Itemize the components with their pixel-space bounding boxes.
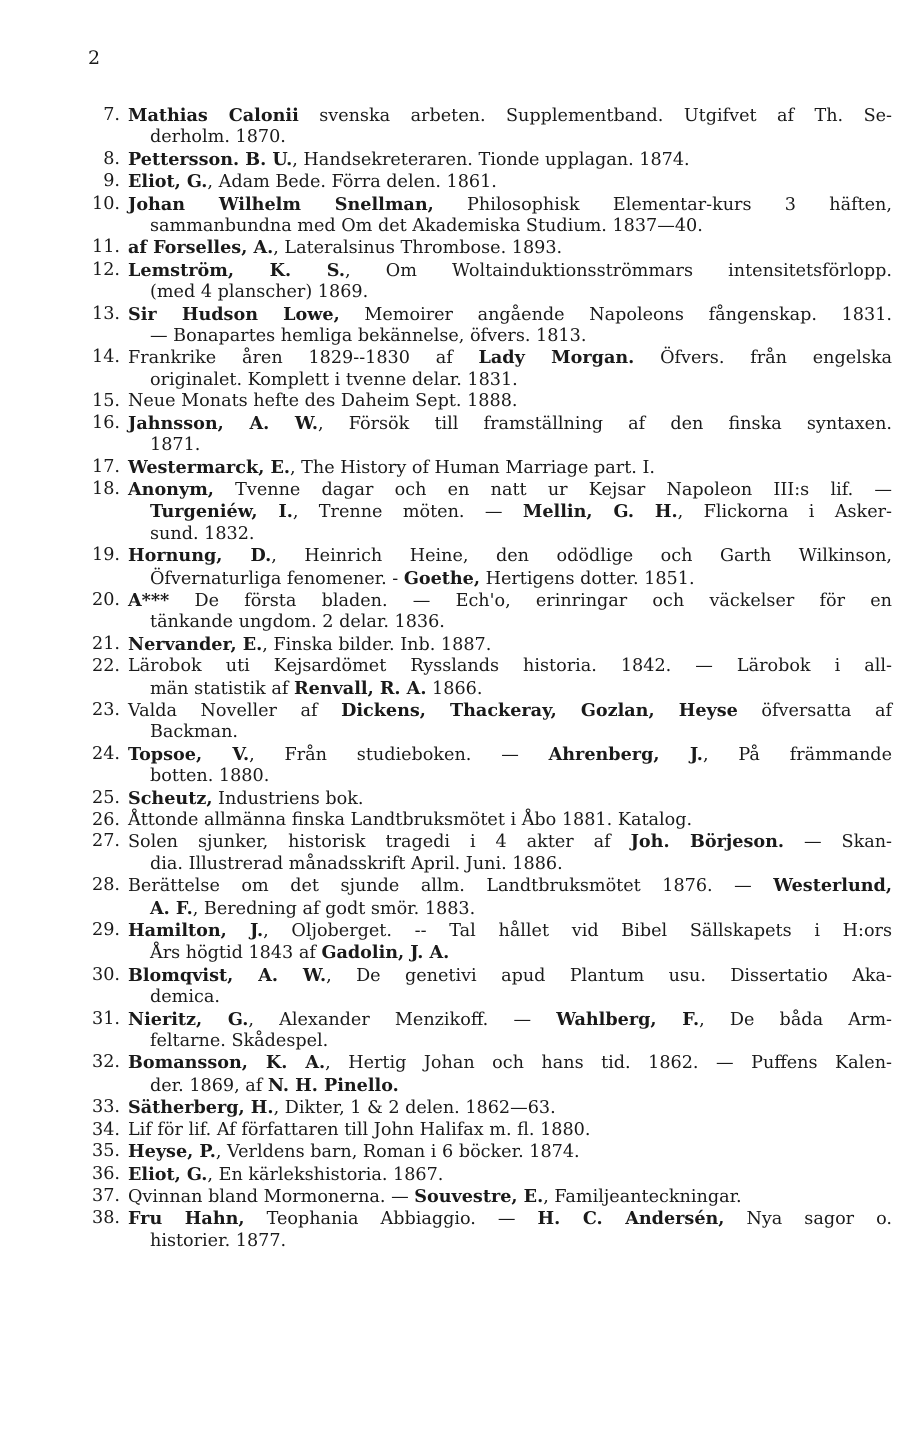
entry-line: Mathias Calonii svenska arbeten. Supplementband. Utgifvet af Th. Se- xyxy=(128,105,892,126)
entry-text xyxy=(128,149,892,171)
entry-number: 30. xyxy=(92,964,120,985)
entry-number: 14. xyxy=(92,347,120,368)
entry-line: historier. 1877. xyxy=(150,1230,287,1251)
entry-number: 19. xyxy=(92,545,120,566)
entry-line: originalet. Komplett i tvenne delar. 1831. xyxy=(150,369,518,390)
entry-line: Anonym, Tvenne dagar och en natt ur Kejsar Napoleon III:s lif. — xyxy=(128,478,892,500)
entry-number: 24. xyxy=(92,743,120,764)
list-item xyxy=(70,347,892,391)
entry-text xyxy=(128,260,892,304)
list-item xyxy=(70,1208,892,1252)
list-item xyxy=(70,457,892,479)
entry-number: 36. xyxy=(92,1163,120,1184)
entry-number: 18. xyxy=(92,478,120,499)
entry-line: Sir Hudson Lowe, Memoirer angående Napoleons fångenskap. 1831. xyxy=(128,303,892,325)
entry-line: demica. xyxy=(150,987,220,1008)
entry-line: Lemström, K. S., Om Woltainduktionsströmmars intensitetsförlopp. xyxy=(128,259,893,281)
entry-line: Topsoe, V., Från studieboken. — Ahrenberg, J., På främmande xyxy=(128,743,892,765)
entry-number: 22. xyxy=(92,656,120,677)
entry-text xyxy=(128,413,892,457)
entry-text xyxy=(128,545,892,590)
entry-text xyxy=(128,1186,892,1208)
entry-line: Lif för lif. Af författaren till John Halifax m. fl. 1880. xyxy=(128,1119,591,1140)
entry-line: Jahnsson, A. W., Försök till framställning af den finska syntaxen. xyxy=(128,412,892,434)
entry-line: Valda Noveller af Dickens, Thackeray, Gozlan, Heyse öfversatta af xyxy=(128,699,892,721)
entry-line: Hornung, D., Heinrich Heine, den odödlige och Garth Wilkinson, xyxy=(128,545,892,567)
list-item xyxy=(70,920,892,965)
list-item xyxy=(70,831,892,875)
entry-text xyxy=(128,810,892,831)
list-item xyxy=(70,149,892,171)
entry-line: Berättelse om det sjunde allm. Landtbruksmötet 1876. — Westerlund, xyxy=(128,875,892,897)
entry-line: botten. 1880. xyxy=(150,766,270,787)
entry-line: sammanbundna med Om det Akademiska Studium. 1837—40. xyxy=(150,216,703,237)
entry-line: 1871. xyxy=(150,435,201,456)
entry-text xyxy=(128,1208,892,1252)
entry-text xyxy=(128,634,892,656)
list-item xyxy=(70,788,892,810)
entry-line: Qvinnan bland Mormonerna. — Souvestre, E., Familjeanteckningar. xyxy=(128,1185,742,1207)
entry-number: 8. xyxy=(103,148,120,169)
entry-line: Bomansson, K. A., Hertig Johan och hans tid. 1862. — Puffens Kalen- xyxy=(128,1052,892,1074)
list-item xyxy=(70,1120,892,1141)
entry-line: tänkande ungdom. 2 delar. 1836. xyxy=(150,612,445,633)
page-number: 2 xyxy=(88,47,101,69)
entry-text xyxy=(128,194,892,238)
entry-number: 9. xyxy=(103,171,120,192)
entry-number: 7. xyxy=(103,105,120,125)
list-item xyxy=(70,1052,892,1097)
entry-line: Hamilton, J., Oljoberget. -- Tal hållet vid Bibel Sällskapets i H:ors xyxy=(128,920,892,942)
entry-number: 15. xyxy=(92,391,120,412)
entry-text xyxy=(128,457,892,479)
entry-number: 37. xyxy=(92,1185,120,1206)
entry-number: 27. xyxy=(92,831,120,852)
entry-number: 29. xyxy=(92,920,120,941)
entry-text xyxy=(128,1052,892,1097)
entry-text xyxy=(128,1120,892,1141)
list-item xyxy=(70,1141,892,1163)
entry-line: Fru Hahn, Teophania Abbiaggio. — H. C. Andersén, Nya sagor o. xyxy=(128,1208,892,1230)
entry-number: 31. xyxy=(92,1008,120,1029)
list-item xyxy=(70,105,892,149)
list-item xyxy=(70,260,892,304)
entry-number: 13. xyxy=(92,303,120,324)
list-item xyxy=(70,479,892,545)
list-item xyxy=(70,413,892,457)
entry-line: Frankrike åren 1829--1830 af Lady Morgan. Öfvers. från engelska xyxy=(128,347,892,369)
entry-line: Års högtid 1843 af Gadolin, J. A. xyxy=(150,942,450,964)
list-item xyxy=(70,1009,892,1053)
bibliography-list xyxy=(70,105,892,1252)
list-item xyxy=(70,171,892,193)
entry-number: 17. xyxy=(92,456,120,477)
entry-line: Eliot, G., En kärlekshistoria. 1867. xyxy=(128,1163,444,1185)
entry-number: 25. xyxy=(92,787,120,808)
list-item xyxy=(70,590,892,634)
entry-number: 35. xyxy=(92,1141,120,1162)
entry-line: Pettersson. B. U., Handsekreteraren. Tionde upplagan. 1874. xyxy=(128,148,690,170)
entry-number: 33. xyxy=(92,1097,120,1118)
list-item xyxy=(70,194,892,238)
entry-text xyxy=(128,831,892,875)
entry-line: Blomqvist, A. W., De genetivi apud Plantum usu. Dissertatio Aka- xyxy=(128,964,892,986)
entry-text xyxy=(128,1097,892,1119)
entry-number: 23. xyxy=(92,699,120,720)
entry-line: Heyse, P., Verldens barn, Roman i 6 böcker. 1874. xyxy=(128,1141,580,1163)
entry-line: der. 1869, af N. H. Pinello. xyxy=(150,1074,399,1096)
entry-text xyxy=(128,304,892,348)
entry-line: dia. Illustrerad månadsskrift April. Juni. 1886. xyxy=(150,853,563,874)
entry-number: 38. xyxy=(92,1208,120,1229)
entry-line: Nieritz, G., Alexander Menzikoff. — Wahlberg, F., De båda Arm- xyxy=(128,1008,892,1030)
list-item xyxy=(70,1164,892,1186)
entry-text xyxy=(128,391,892,412)
entry-line: derholm. 1870. xyxy=(150,127,286,148)
list-item xyxy=(70,656,892,700)
entry-text xyxy=(128,237,892,259)
entry-line: af Forselles, A., Lateralsinus Thrombose. 1893. xyxy=(128,237,563,259)
entry-number: 10. xyxy=(92,193,120,214)
entry-number: 28. xyxy=(92,875,120,896)
entry-line: Eliot, G., Adam Bede. Förra delen. 1861. xyxy=(128,171,497,193)
entry-text xyxy=(128,656,892,700)
entry-line: (med 4 planscher) 1869. xyxy=(150,282,369,303)
entry-line: Öfvernaturliga fenomener. - Goethe, Hertigens dotter. 1851. xyxy=(150,567,695,589)
list-item xyxy=(70,700,892,744)
entry-text xyxy=(128,171,892,193)
entry-text xyxy=(128,788,892,810)
entry-text xyxy=(128,875,892,920)
entry-text xyxy=(128,105,892,149)
entry-number: 26. xyxy=(92,810,120,830)
entry-text xyxy=(128,347,892,391)
list-item xyxy=(70,744,892,788)
list-item xyxy=(70,237,892,259)
entry-line: Åttonde allmänna finska Landtbruksmötet i Åbo 1881. Katalog. xyxy=(128,810,693,830)
entry-line: feltarne. Skådespel. xyxy=(150,1031,329,1052)
list-item xyxy=(70,1186,892,1208)
list-item xyxy=(70,875,892,920)
list-item xyxy=(70,810,892,831)
entry-text xyxy=(128,965,892,1009)
entry-text xyxy=(128,479,892,545)
list-item xyxy=(70,304,892,348)
entry-number: 34. xyxy=(92,1119,120,1140)
entry-line: Neue Monats hefte des Daheim Sept. 1888. xyxy=(128,391,518,412)
list-item xyxy=(70,1097,892,1119)
entry-line: Turgeniéw, I., Trenne möten. — Mellin, G. H., Flickorna i Asker- xyxy=(150,501,892,523)
entry-line: Westermarck, E., The History of Human Marriage part. I. xyxy=(128,456,655,478)
entry-text xyxy=(128,590,892,634)
entry-number: 11. xyxy=(92,237,120,258)
entry-line: — Bonapartes hemliga bekännelse, öfvers. 1813. xyxy=(150,326,587,347)
entry-number: 12. xyxy=(92,259,120,280)
list-item xyxy=(70,391,892,412)
entry-line: Lärobok uti Kejsardömet Rysslands historia. 1842. — Lärobok i all- xyxy=(128,656,892,677)
entry-line: Solen sjunker, historisk tragedi i 4 akter af Joh. Börjeson. — Skan- xyxy=(128,831,892,853)
entry-line: Sätherberg, H., Dikter, 1 & 2 delen. 1862—63. xyxy=(128,1097,556,1119)
entry-number: 32. xyxy=(92,1052,120,1073)
entry-line: Nervander, E., Finska bilder. Inb. 1887. xyxy=(128,633,492,655)
entry-number: 16. xyxy=(92,412,120,433)
entry-line: Johan Wilhelm Snellman, Philosophisk Elementar-kurs 3 häften, xyxy=(128,193,892,215)
entry-text xyxy=(128,1164,892,1186)
entry-text xyxy=(128,920,892,965)
entry-line: A*** De första bladen. — Ech'o, erinringar och väckelser för en xyxy=(128,589,892,611)
entry-text xyxy=(128,1141,892,1163)
entry-text xyxy=(128,700,892,744)
entry-line: Scheutz, Industriens bok. xyxy=(128,787,364,809)
entry-line: sund. 1832. xyxy=(150,523,255,544)
entry-line: män statistik af Renvall, R. A. 1866. xyxy=(150,677,483,699)
entry-text xyxy=(128,744,892,788)
entry-number: 21. xyxy=(92,633,120,654)
entry-line: A. F., Beredning af godt smör. 1883. xyxy=(150,897,476,919)
entry-text xyxy=(128,1009,892,1053)
list-item xyxy=(70,634,892,656)
entry-line: Backman. xyxy=(150,722,239,743)
list-item xyxy=(70,545,892,590)
list-item xyxy=(70,965,892,1009)
entry-number: 20. xyxy=(92,589,120,610)
